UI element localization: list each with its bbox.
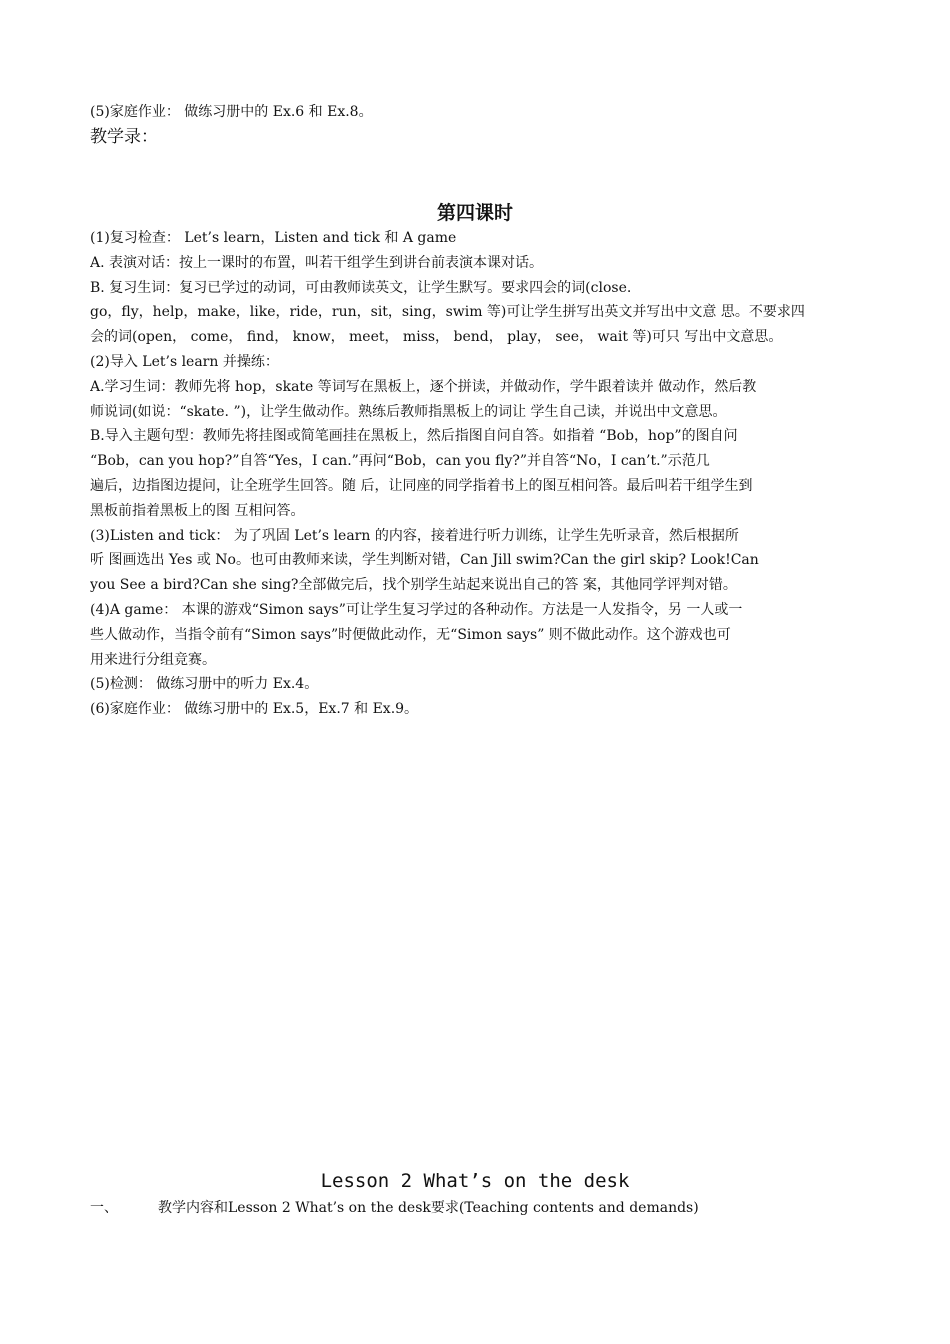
paragraph-line: B.导入主题句型：教师先将挂图或简笔画挂在黑板上，然后指图自问自答。如指着 “Bob，hop”的图自问 xyxy=(90,428,738,445)
teaching-notes-label: 教学录： xyxy=(90,127,158,147)
list-item xyxy=(90,1196,862,1221)
paragraph-line: 用来进行分组竞赛。 xyxy=(90,651,216,668)
paragraph-line: (4)A game： 本课的游戏“Simon says”可让学生复习学过的各种动作。方法是一人发指令，另 一人或一 xyxy=(90,602,743,618)
list-item-text: 教学内容和Lesson 2 What’s on the desk要求(Teaching contents and demands) xyxy=(158,1200,699,1216)
section-heading-lesson4: 第四课时 xyxy=(436,202,513,224)
paragraph-line: 遍后，边指图边提问，让全班学生回答。随 后，让同座的同学指着书上的图互相问答。最后叫若干组学生到 xyxy=(90,478,753,494)
paragraph-line: 黑板前指着黑板上的图 互相问答。 xyxy=(90,502,305,519)
list-item-number: 一、 xyxy=(90,1200,118,1216)
paragraph-line: 些人做动作，当指令前有“Simon says”时便做此动作，无“Simon says” 则不做此动作。这个游戏也可 xyxy=(90,626,731,643)
paragraph-line: “Bob，can you hop?”自答“Yes，I can.”再问“Bob，can you fly?”并自答“No，I can’t.”示范几 xyxy=(90,453,710,470)
paragraph-line: 师说词(如说：“skate. ”)，让学生做动作。熟练后教师指黑板上的词让 学生自己读，并说出中文意思。 xyxy=(90,403,727,420)
paragraph-line: A. 表演对话：按上一课时的布置，叫若干组学生到讲台前表演本课对话。 xyxy=(90,254,544,271)
paragraph-line: (3)Listen and tick： 为了巩固 Let’s learn 的内容，接着进行听力训练，让学生先听录音，然后根据所 xyxy=(90,527,739,544)
paragraph-line: 听 图画选出 Yes 或 No。也可由教师来读，学生判断对错，Can Jill swim?Can the girl skip? Look!Can xyxy=(90,552,759,569)
paragraph-line: (1)复习检查： Let’s learn，Listen and tick 和 A game xyxy=(90,230,457,246)
paragraph-line: (2)导入 Let’s learn 并操练： xyxy=(90,354,279,370)
paragraph-line: go，fly，help，make，like，ride，run，sit，sing，swim 等)可让学生拼写出英文并写出中文意 思。不要求四 xyxy=(90,304,805,321)
paragraph-line: (5)检测： 做练习册中的听力 Ex.4。 xyxy=(90,676,319,693)
paragraph-line: you See a bird?Can she sing?全部做完后，找个别学生站起来说出自己的答 案，其他同学评判对错。 xyxy=(90,577,737,594)
paragraph-line: (6)家庭作业： 做练习册中的 Ex.5，Ex.7 和 Ex.9。 xyxy=(90,701,419,718)
paragraph-line: 会的词(open， come， find， know， meet， miss， bend， play， see， wait 等)可只 写出中文意思。 xyxy=(90,329,783,346)
paragraph-line: A.学习生词：教师先将 hop，skate 等词写在黑板上，逐个拼读，并做动作，学牛跟着读并 做动作，然后教 xyxy=(90,378,757,395)
lesson2-title: Lesson 2 What’s on the desk xyxy=(320,1170,630,1192)
paragraph-line: B. 复习生词：复习已学过的动词，可由教师读英文，让学生默写。要求四会的词(close. xyxy=(90,279,632,296)
homework-line: (5)家庭作业： 做练习册中的 Ex.6 和 Ex.8。 xyxy=(90,104,373,120)
